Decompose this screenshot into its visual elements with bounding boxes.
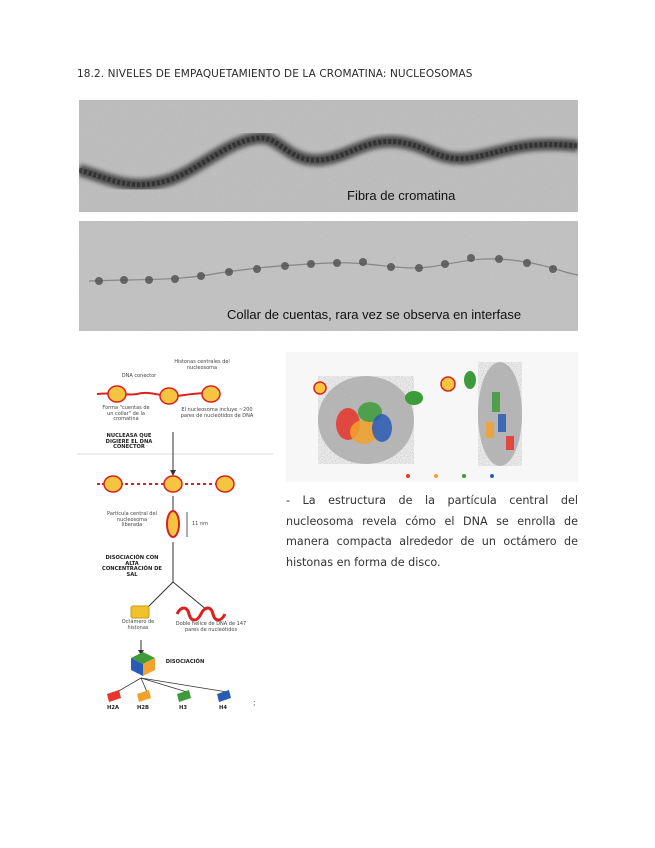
nucleosome-structure-figure [286, 352, 578, 482]
nucleosome-dissociation-diagram [77, 352, 273, 718]
micrograph-caption-2: Collar de cuentas, rara vez se observa en interfase [227, 307, 522, 322]
label-octamero: Octámero de histonas [121, 619, 155, 631]
label-dna-conector: DNA conector [121, 373, 157, 379]
section-heading: 18.2. NIVELES DE EMPAQUETAMIENTO DE LA CROMATINA: NUCLEOSOMAS [77, 68, 473, 80]
nucleosome-structure-image [286, 352, 578, 482]
label-disociacion: DISOCIACIÓN [165, 659, 205, 665]
description-paragraph: - La estructura de la partícula central del nucleosoma revela cómo el DNA se enrolla de manera compacta alrededor de un octámero de histonas en forma de disco. [286, 494, 578, 569]
label-nucleasa: NUCLEASA QUE DIGIERE EL DNA CONECTOR [105, 433, 153, 451]
label-particula: Partícula central del nucleosoma liberada [107, 511, 157, 528]
label-h4: H4 [219, 705, 227, 711]
micrograph-image-1 [79, 100, 578, 212]
micrograph-chromatin-fiber [79, 100, 578, 212]
label-h3: H3 [179, 705, 187, 711]
label-doble-helice: Doble hélice de DNA de 147 pares de nucleótidos [175, 621, 247, 633]
label-forma: Forma "cuentas de un collar" de la cromatina [102, 405, 150, 422]
stray-mark: ; [253, 698, 256, 707]
micrograph-caption-1: Fibra de cromatina [347, 188, 456, 203]
label-11nm: 11 nm [192, 521, 208, 527]
micrograph-beads-on-string [79, 221, 578, 331]
bead-icon [108, 386, 220, 404]
label-h2a: H2A [107, 705, 119, 711]
label-histonas-centrales: Histonas centrales del nucleosoma [174, 359, 230, 371]
label-disociacion-sal: DISOCIACIÓN CON ALTA CONCENTRACIÓN DE SAL [102, 555, 162, 578]
label-h2b: H2B [137, 705, 149, 711]
label-nucleosoma-incluye: El nucleosoma incluye ~200 pares de nucleótidos de DNA [180, 407, 254, 419]
